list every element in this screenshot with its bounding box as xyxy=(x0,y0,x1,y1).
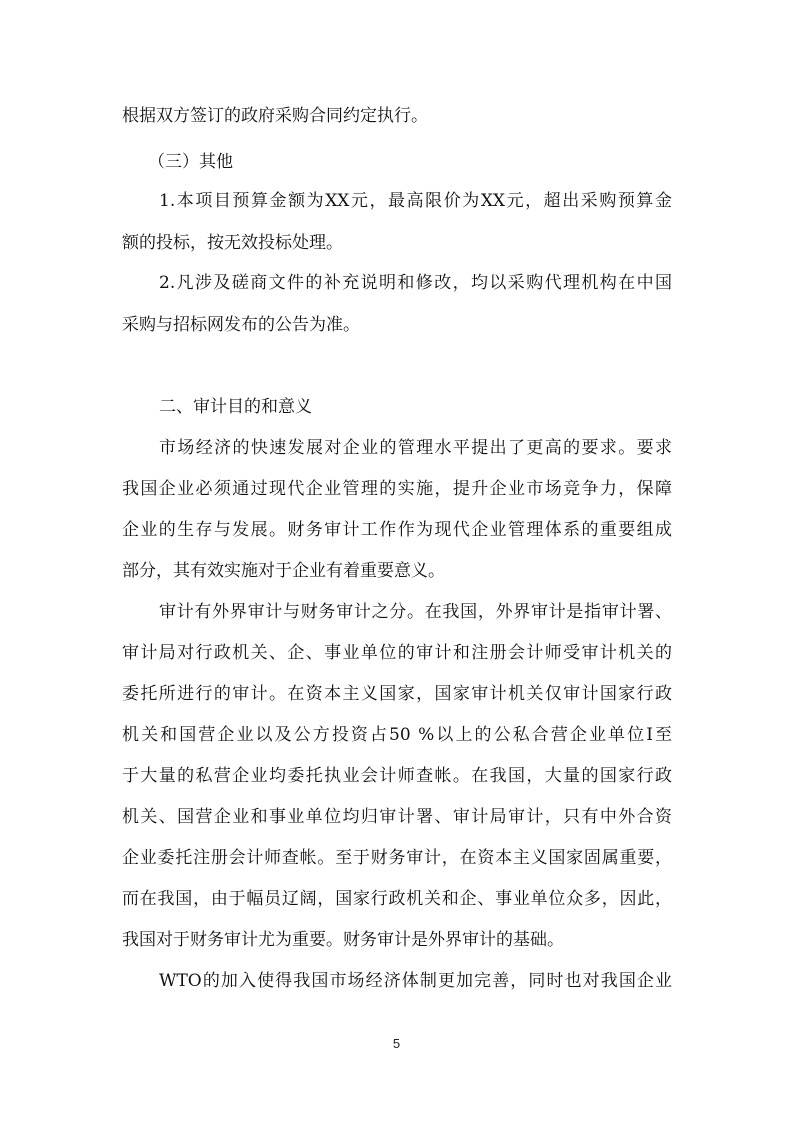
text-line: 2.凡涉及磋商文件的补充说明和修改，均以采购代理机构在中国 xyxy=(159,273,672,293)
text-line: 部分，其有效实施对于企业有着重要意义。 xyxy=(122,561,445,581)
text-line: 而在我国，由于幅员辽阔，国家行政机关和企、事业单位众多，因此， xyxy=(122,889,672,909)
text-line: 我国企业必须通过现代企业管理的实施，提升企业市场竞争力，保障 xyxy=(122,479,672,499)
page-number: 5 xyxy=(392,1036,401,1051)
text-line: 机关、国营企业和事业单位均归审计署、审计局审计，只有中外合资 xyxy=(122,807,672,827)
section-heading: 二、审计目的和意义 xyxy=(159,397,312,417)
text-line: 于大量的私营企业均委托执业会计师查帐。在我国，大量的国家行政 xyxy=(122,766,672,786)
text-line: 额的投标，按无效投标处理。 xyxy=(122,233,343,253)
text-line: 审计局对行政机关、企、事业单位的审计和注册会计师受审计机关的 xyxy=(122,643,672,663)
text-line: 审计有外界审计与财务审计之分。在我国，外界审计是指审计署、 xyxy=(159,602,672,622)
text-line: 根据双方签订的政府采购合同约定执行。 xyxy=(122,106,428,126)
text-line: WTO的加入使得我国市场经济体制更加完善，同时也对我国企业 xyxy=(159,971,672,991)
section-heading: （三）其他 xyxy=(148,152,233,172)
text-line: 市场经济的快速发展对企业的管理水平提出了更高的要求。要求 xyxy=(159,438,672,458)
text-line: 1.本项目预算金额为XX元，最高限价为XX元，超出采购预算金 xyxy=(159,191,672,211)
text-line: 采购与招标网发布的公告为准。 xyxy=(122,315,360,335)
text-line: 企业委托注册会计师查帐。至于财务审计，在资本主义国家固属重要， xyxy=(122,848,672,868)
text-line: 委托所进行的审计。在资本主义国家，国家审计机关仅审计国家行政 xyxy=(122,684,672,704)
text-line: 企业的生存与发展。财务审计工作作为现代企业管理体系的重要组成 xyxy=(122,520,672,540)
text-line: 机关和国营企业以及公方投资占50 %以上的公私合营企业单位I至 xyxy=(122,725,672,745)
text-line: 我国对于财务审计尤为重要。财务审计是外界审计的基础。 xyxy=(122,930,564,950)
